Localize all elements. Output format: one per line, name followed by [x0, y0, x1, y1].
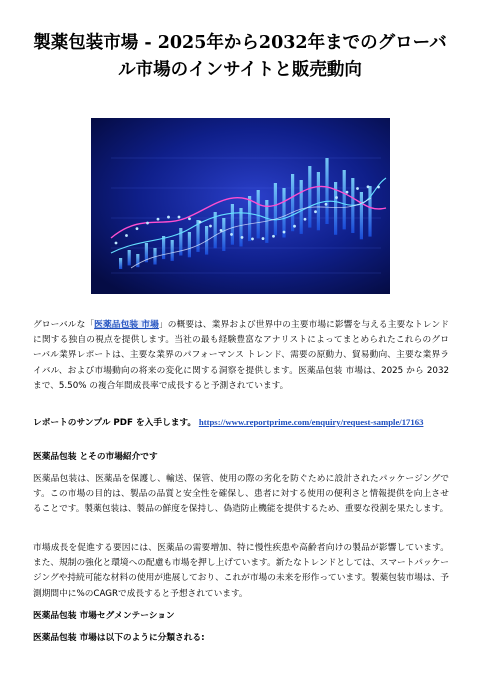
hero-dot	[230, 233, 233, 236]
section-heading-intro: 医薬品包装 とその市場紹介です	[33, 452, 158, 462]
market-link[interactable]: 医薬品包装 市場	[94, 320, 159, 330]
hero-bar	[360, 192, 363, 239]
sample-link[interactable]: https://www.reportprime.com/enquiry/request-sample/17163	[198, 417, 424, 427]
hero-bar	[188, 232, 191, 257]
hero-dot	[188, 217, 191, 220]
hero-dot	[367, 185, 370, 188]
hero-dot	[251, 238, 254, 241]
intro-pre: グローバルな「	[33, 320, 95, 330]
hero-bar	[248, 196, 251, 241]
hero-image	[91, 118, 390, 294]
hero-dot	[293, 225, 296, 228]
hero-dot	[157, 218, 160, 221]
hero-bar	[368, 186, 371, 237]
description-paragraph: 医薬品包装は、医薬品を保護し、輸送、保管、使用の際の劣化を防ぐために設計されたパッケージングです。この市場の目的は、製品の品質と安全性を確保し、患者に対する使用の便利さと情報提供を向上させることです。製薬包装は、製品の鮮度を保持し、偽造防止機能を提供するため、重要な役割を果たします。	[33, 474, 449, 515]
sample-paragraph	[33, 415, 449, 431]
hero-dot	[304, 218, 307, 221]
hero-dot	[314, 210, 317, 213]
hero-bar	[300, 180, 303, 234]
hero-bar	[343, 170, 346, 229]
hero-bar	[317, 172, 320, 230]
hero-bar	[136, 254, 139, 267]
hero-dot	[272, 235, 275, 238]
hero-bar	[119, 258, 122, 269]
hero-bar	[231, 204, 234, 245]
hero-bar	[171, 240, 174, 261]
hero-dot	[125, 234, 128, 237]
growth-paragraph: 市場成長を促進する要因には、医薬品の需要増加、特に慢性疾患や高齢者向けの製品が影響しています。また、規制の強化と環境への配慮も市場を押し上げています。新たなトレンドとしては、スマートパッケージングや持続可能な材料の使用が進展しており、これが市場の未来を形作っています。製薬包装市場は、予測期間中に%のCAGRで成長すると予想されています。	[33, 543, 449, 599]
hero-bar	[308, 166, 311, 228]
hero-dot	[356, 187, 359, 190]
hero-dot	[325, 203, 328, 206]
hero-dot	[199, 221, 202, 224]
hero-bar	[239, 208, 242, 247]
hero-dot	[241, 236, 244, 239]
hero-bar	[162, 236, 165, 259]
page-title: 製薬包装市場 - 2025年から2032年までのグローバル市場のインサイトと販売動向	[33, 33, 447, 80]
hero-dot	[346, 191, 349, 194]
hero-bar	[128, 250, 131, 265]
hero-dot	[377, 186, 380, 189]
sample-label: レポートのサンプル PDF を入手します。	[33, 418, 197, 428]
hero-dot	[146, 222, 149, 225]
hero-bar	[291, 174, 294, 231]
hero-dot	[115, 242, 118, 245]
hero-bar	[325, 158, 328, 224]
intro-paragraph	[33, 318, 449, 394]
hero-dot	[178, 216, 181, 219]
hero-dot	[209, 225, 212, 228]
hero-bar	[274, 183, 277, 235]
hero-bar	[282, 188, 285, 238]
hero-bar	[222, 218, 225, 251]
section-heading-segmentation: 医薬品包装 市場セグメンテーション	[33, 611, 175, 621]
hero-dot	[220, 229, 223, 232]
section-heading-classification: 医薬品包装 市場は以下のように分類される:	[33, 633, 205, 643]
hero-dot	[283, 231, 286, 234]
hero-dot	[262, 237, 265, 240]
hero-dot	[335, 196, 338, 199]
hero-dot	[136, 227, 139, 230]
hero-bar	[257, 190, 260, 238]
hero-dot	[167, 216, 170, 219]
intro-post: 」の概要は、業界および世界中の主要市場に影響を与える主要なトレンドに関する独自の視点を提供します。当社の最も経験豊富なアナリストによってまとめられたこれらのグローバル業界レポートは、主要な業界のパフォーマンス トレンド、需要の原動力、貿易動向、主要な業界ライバル、および市場動向の将来の変化に関する洞察を提供します。医薬品包装 市場は、2025 から 2032 まで、5.50% の複合年間成長率で成長すると予測されています。	[33, 320, 449, 391]
